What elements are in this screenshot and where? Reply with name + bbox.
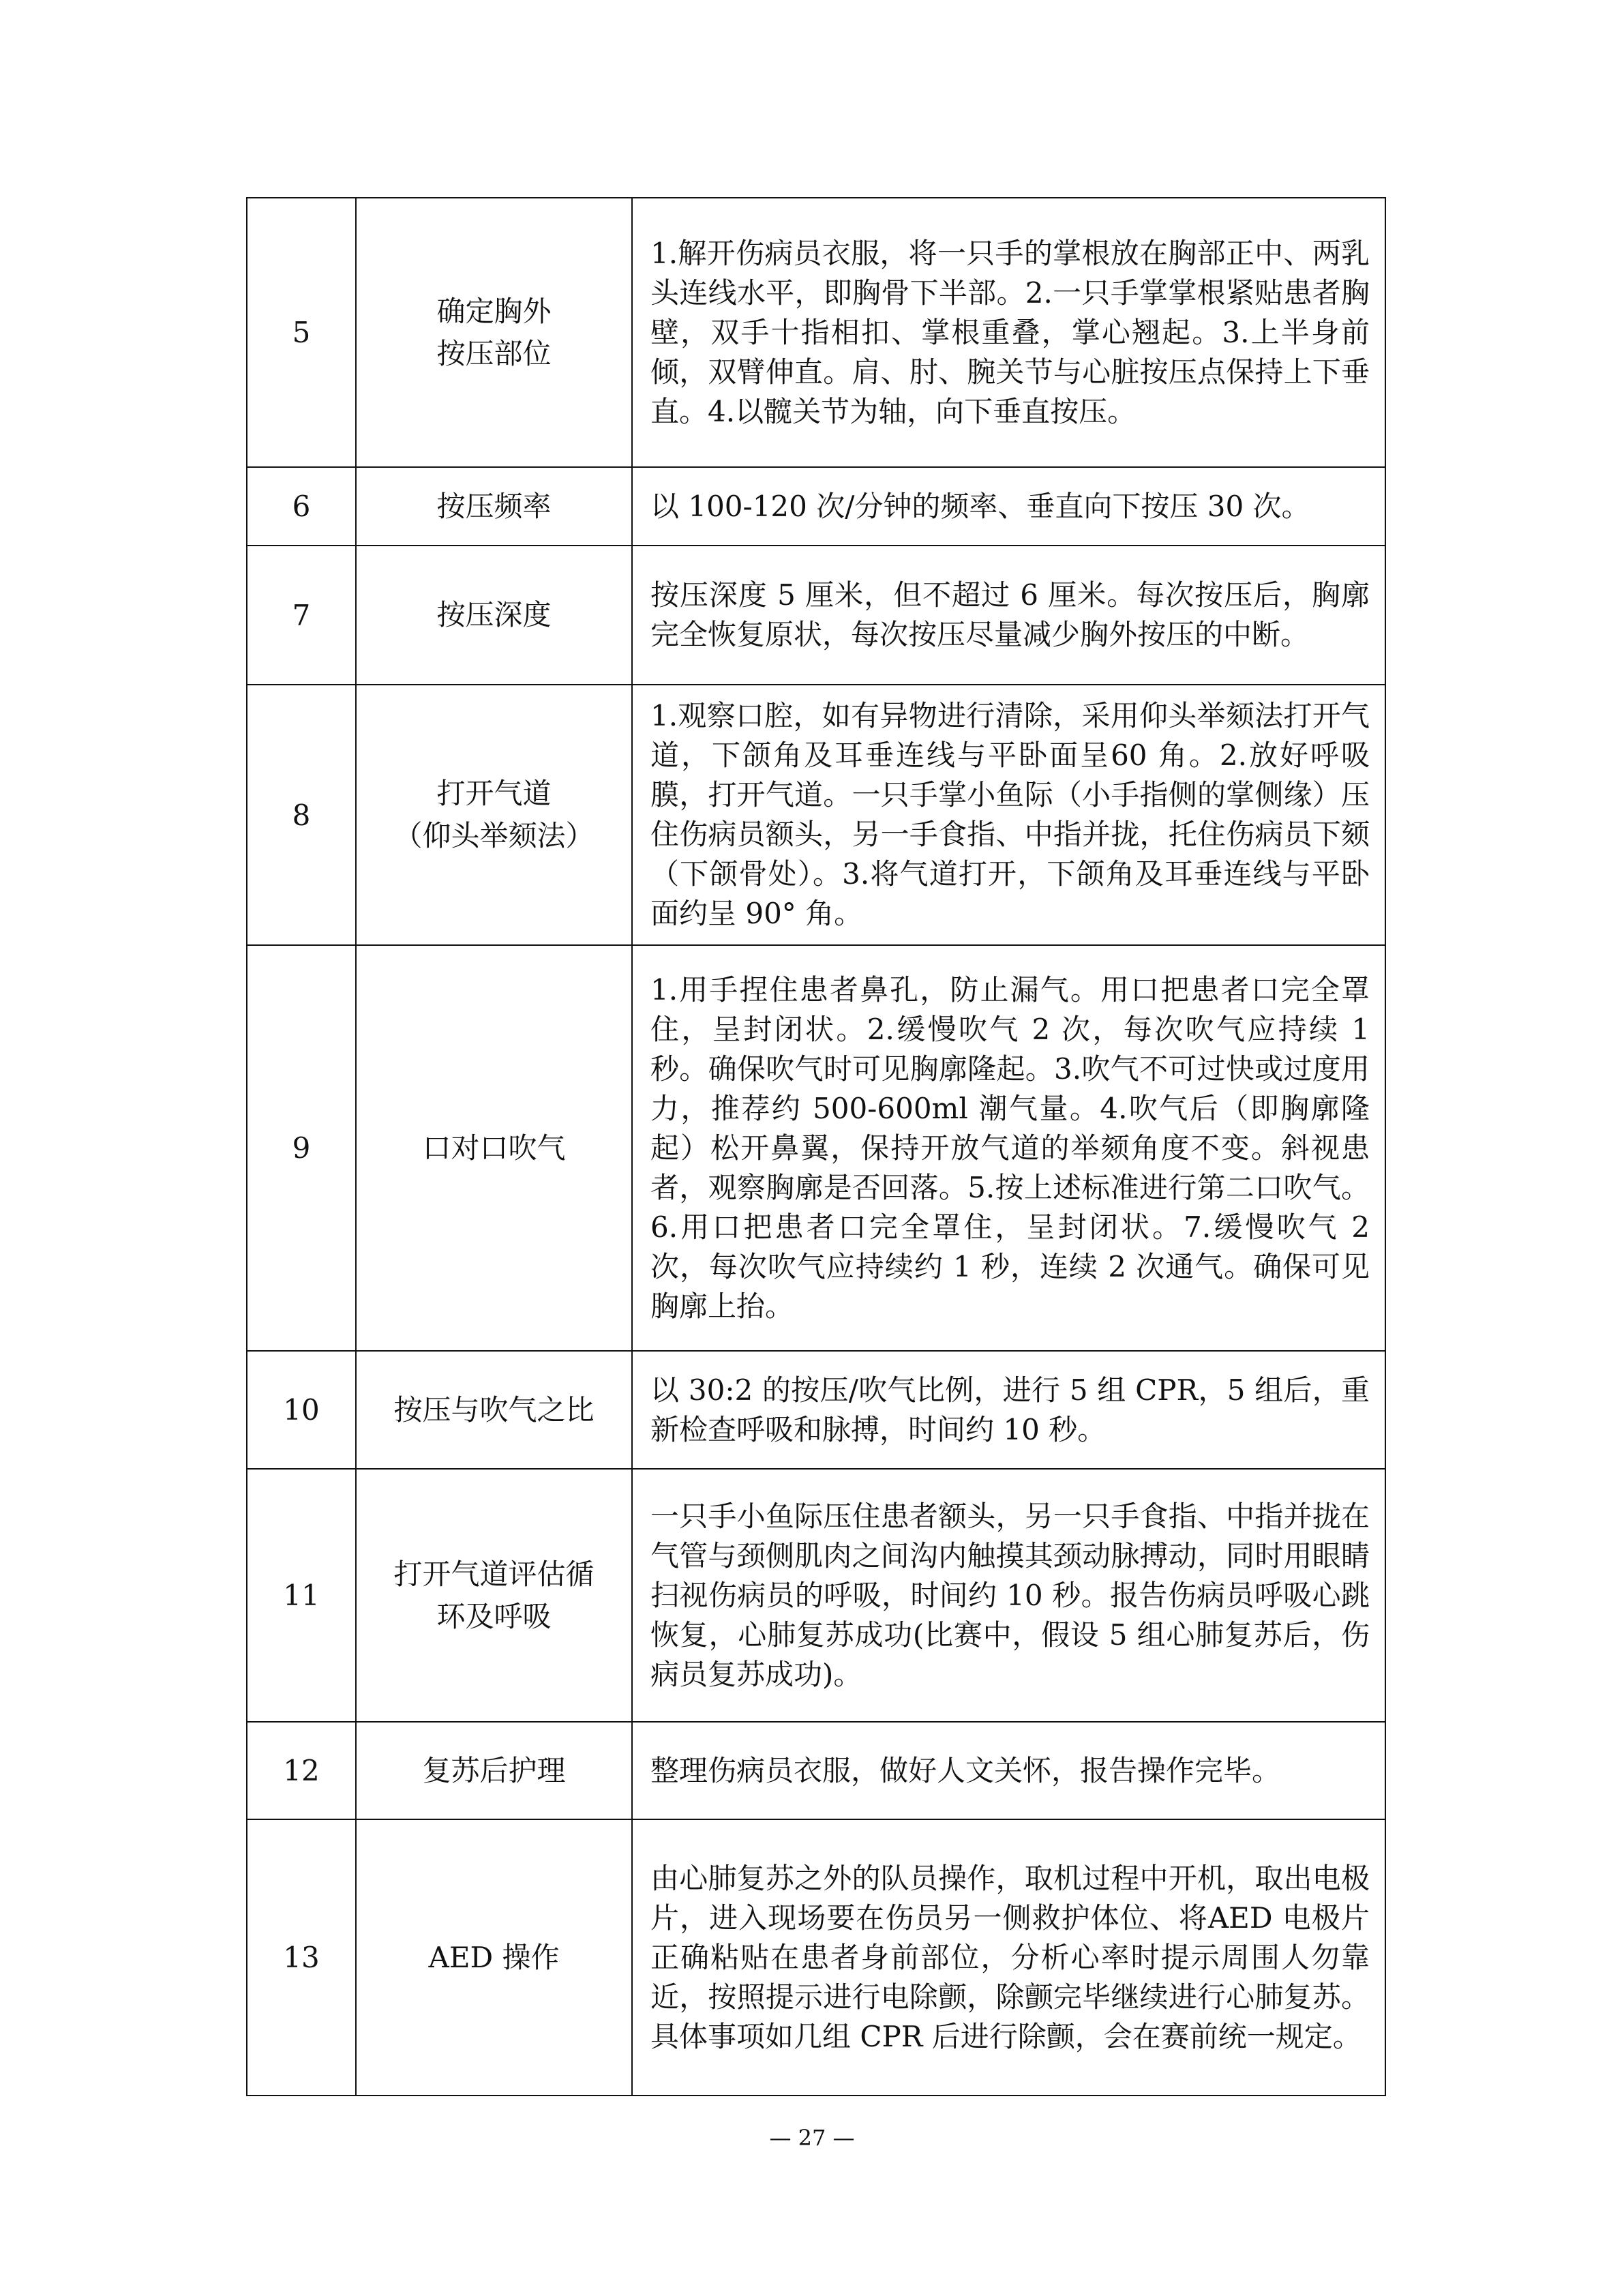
table-row-step-9 [247, 945, 1385, 1351]
table-row-step-13 [247, 1819, 1385, 2096]
step-number: 6 [247, 467, 356, 546]
page-number: — 27 — [769, 2125, 855, 2151]
step-name-line: 按压频率 [436, 489, 552, 523]
procedure-table [246, 197, 1386, 2096]
step-name-line: 口对口吹气 [422, 1131, 566, 1165]
step-name-line: 按压部位 [436, 336, 552, 370]
step-name-line: 确定胸外 [436, 294, 552, 328]
step-name [356, 198, 632, 467]
step-description: 1.观察口腔，如有异物进行清除，采用仰头举颏法打开气道，下颌角及耳垂连线与平卧面呈60 角。2.放好呼吸膜，打开气道。一只手掌小鱼际（小手指侧的掌侧缘）压住伤病员额头，另一手食指、中指并拢，托住伤病员下颏（下颌骨处）。3.将气道打开，下颌角及耳垂连线与平卧面约呈 90° 角。 [632, 685, 1385, 945]
table-row-step-8 [247, 685, 1385, 945]
step-name [356, 1351, 632, 1469]
step-name [356, 546, 632, 685]
step-name [356, 467, 632, 546]
step-name [356, 1469, 632, 1722]
step-number: 11 [247, 1469, 356, 1722]
step-description: 按压深度 5 厘米，但不超过 6 厘米。每次按压后，胸廓完全恢复原状，每次按压尽量减少胸外按压的中断。 [632, 546, 1385, 685]
step-description: 1.解开伤病员衣服，将一只手的掌根放在胸部正中、两乳头连线水平，即胸骨下半部。2.一只手掌掌根紧贴患者胸壁，双手十指相扣、掌根重叠，掌心翘起。3.上半身前倾，双臂伸直。肩、肘、腕关节与心脏按压点保持上下垂直。4.以髋关节为轴，向下垂直按压。 [632, 198, 1385, 467]
table-row-step-7 [247, 546, 1385, 685]
step-name-line: （仰头举颏法） [393, 819, 595, 852]
table-row-step-6 [247, 467, 1385, 546]
step-description: 以 30:2 的按压/吹气比例，进行 5 组 CPR，5 组后，重新检查呼吸和脉搏，时间约 10 秒。 [632, 1351, 1385, 1469]
table-row-step-5 [247, 198, 1385, 467]
step-description: 一只手小鱼际压住患者额头，另一只手食指、中指并拢在气管与颈侧肌肉之间沟内触摸其颈动脉搏动，同时用眼睛扫视伤病员的呼吸，时间约 10 秒。报告伤病员呼吸心跳恢复，心肺复苏成功(比赛中，假设 5 组心肺复苏后，伤病员复苏成功)。 [632, 1469, 1385, 1722]
step-name-line: 复苏后护理 [422, 1753, 566, 1787]
step-name [356, 1722, 632, 1819]
step-name [356, 945, 632, 1351]
step-name-line: 按压深度 [436, 598, 552, 631]
step-name [356, 685, 632, 945]
step-number: 5 [247, 198, 356, 467]
step-description: 1.用手捏住患者鼻孔，防止漏气。用口把患者口完全罩住，呈封闭状。2.缓慢吹气 2 次，每次吹气应持续 1 秒。确保吹气时可见胸廓隆起。3.吹气不可过快或过度用力，推荐约 500-600ml 潮气量。4.吹气后（即胸廓隆起）松开鼻翼，保持开放气道的举颏角度不变。斜视患者，观察胸廓是否回落。5.按上述标准进行第二口吹气。6.用口把患者口完全罩住，呈封闭状。7.缓慢吹气 2 次，每次吹气应持续约 1 秒，连续 2 次通气。确保可见胸廓上抬。 [632, 945, 1385, 1351]
step-number: 7 [247, 546, 356, 685]
step-number: 13 [247, 1819, 356, 2096]
step-number: 8 [247, 685, 356, 945]
step-description: 整理伤病员衣服，做好人文关怀，报告操作完毕。 [632, 1722, 1385, 1819]
step-name [356, 1819, 632, 2096]
step-number: 10 [247, 1351, 356, 1469]
step-number: 9 [247, 945, 356, 1351]
table-row-step-11 [247, 1469, 1385, 1722]
step-description: 以 100-120 次/分钟的频率、垂直向下按压 30 次。 [632, 467, 1385, 546]
step-name-line: 打开气道评估循 [393, 1557, 595, 1591]
step-name-line: 打开气道 [436, 777, 552, 810]
table-row-step-10 [247, 1351, 1385, 1469]
step-name-line: 环及呼吸 [436, 1599, 552, 1633]
table-row-step-12 [247, 1722, 1385, 1819]
step-name-line: AED 操作 [428, 1940, 560, 1974]
step-number: 12 [247, 1722, 356, 1819]
step-name-line: 按压与吹气之比 [393, 1392, 595, 1427]
step-description: 由心肺复苏之外的队员操作，取机过程中开机，取出电极片，进入现场要在伤员另一侧救护体位、将AED 电极片正确粘贴在患者身前部位，分析心率时提示周围人勿靠近，按照提示进行电除颤，除颤完毕继续进行心肺复苏。具体事项如几组 CPR 后进行除颤，会在赛前统一规定。 [632, 1819, 1385, 2096]
